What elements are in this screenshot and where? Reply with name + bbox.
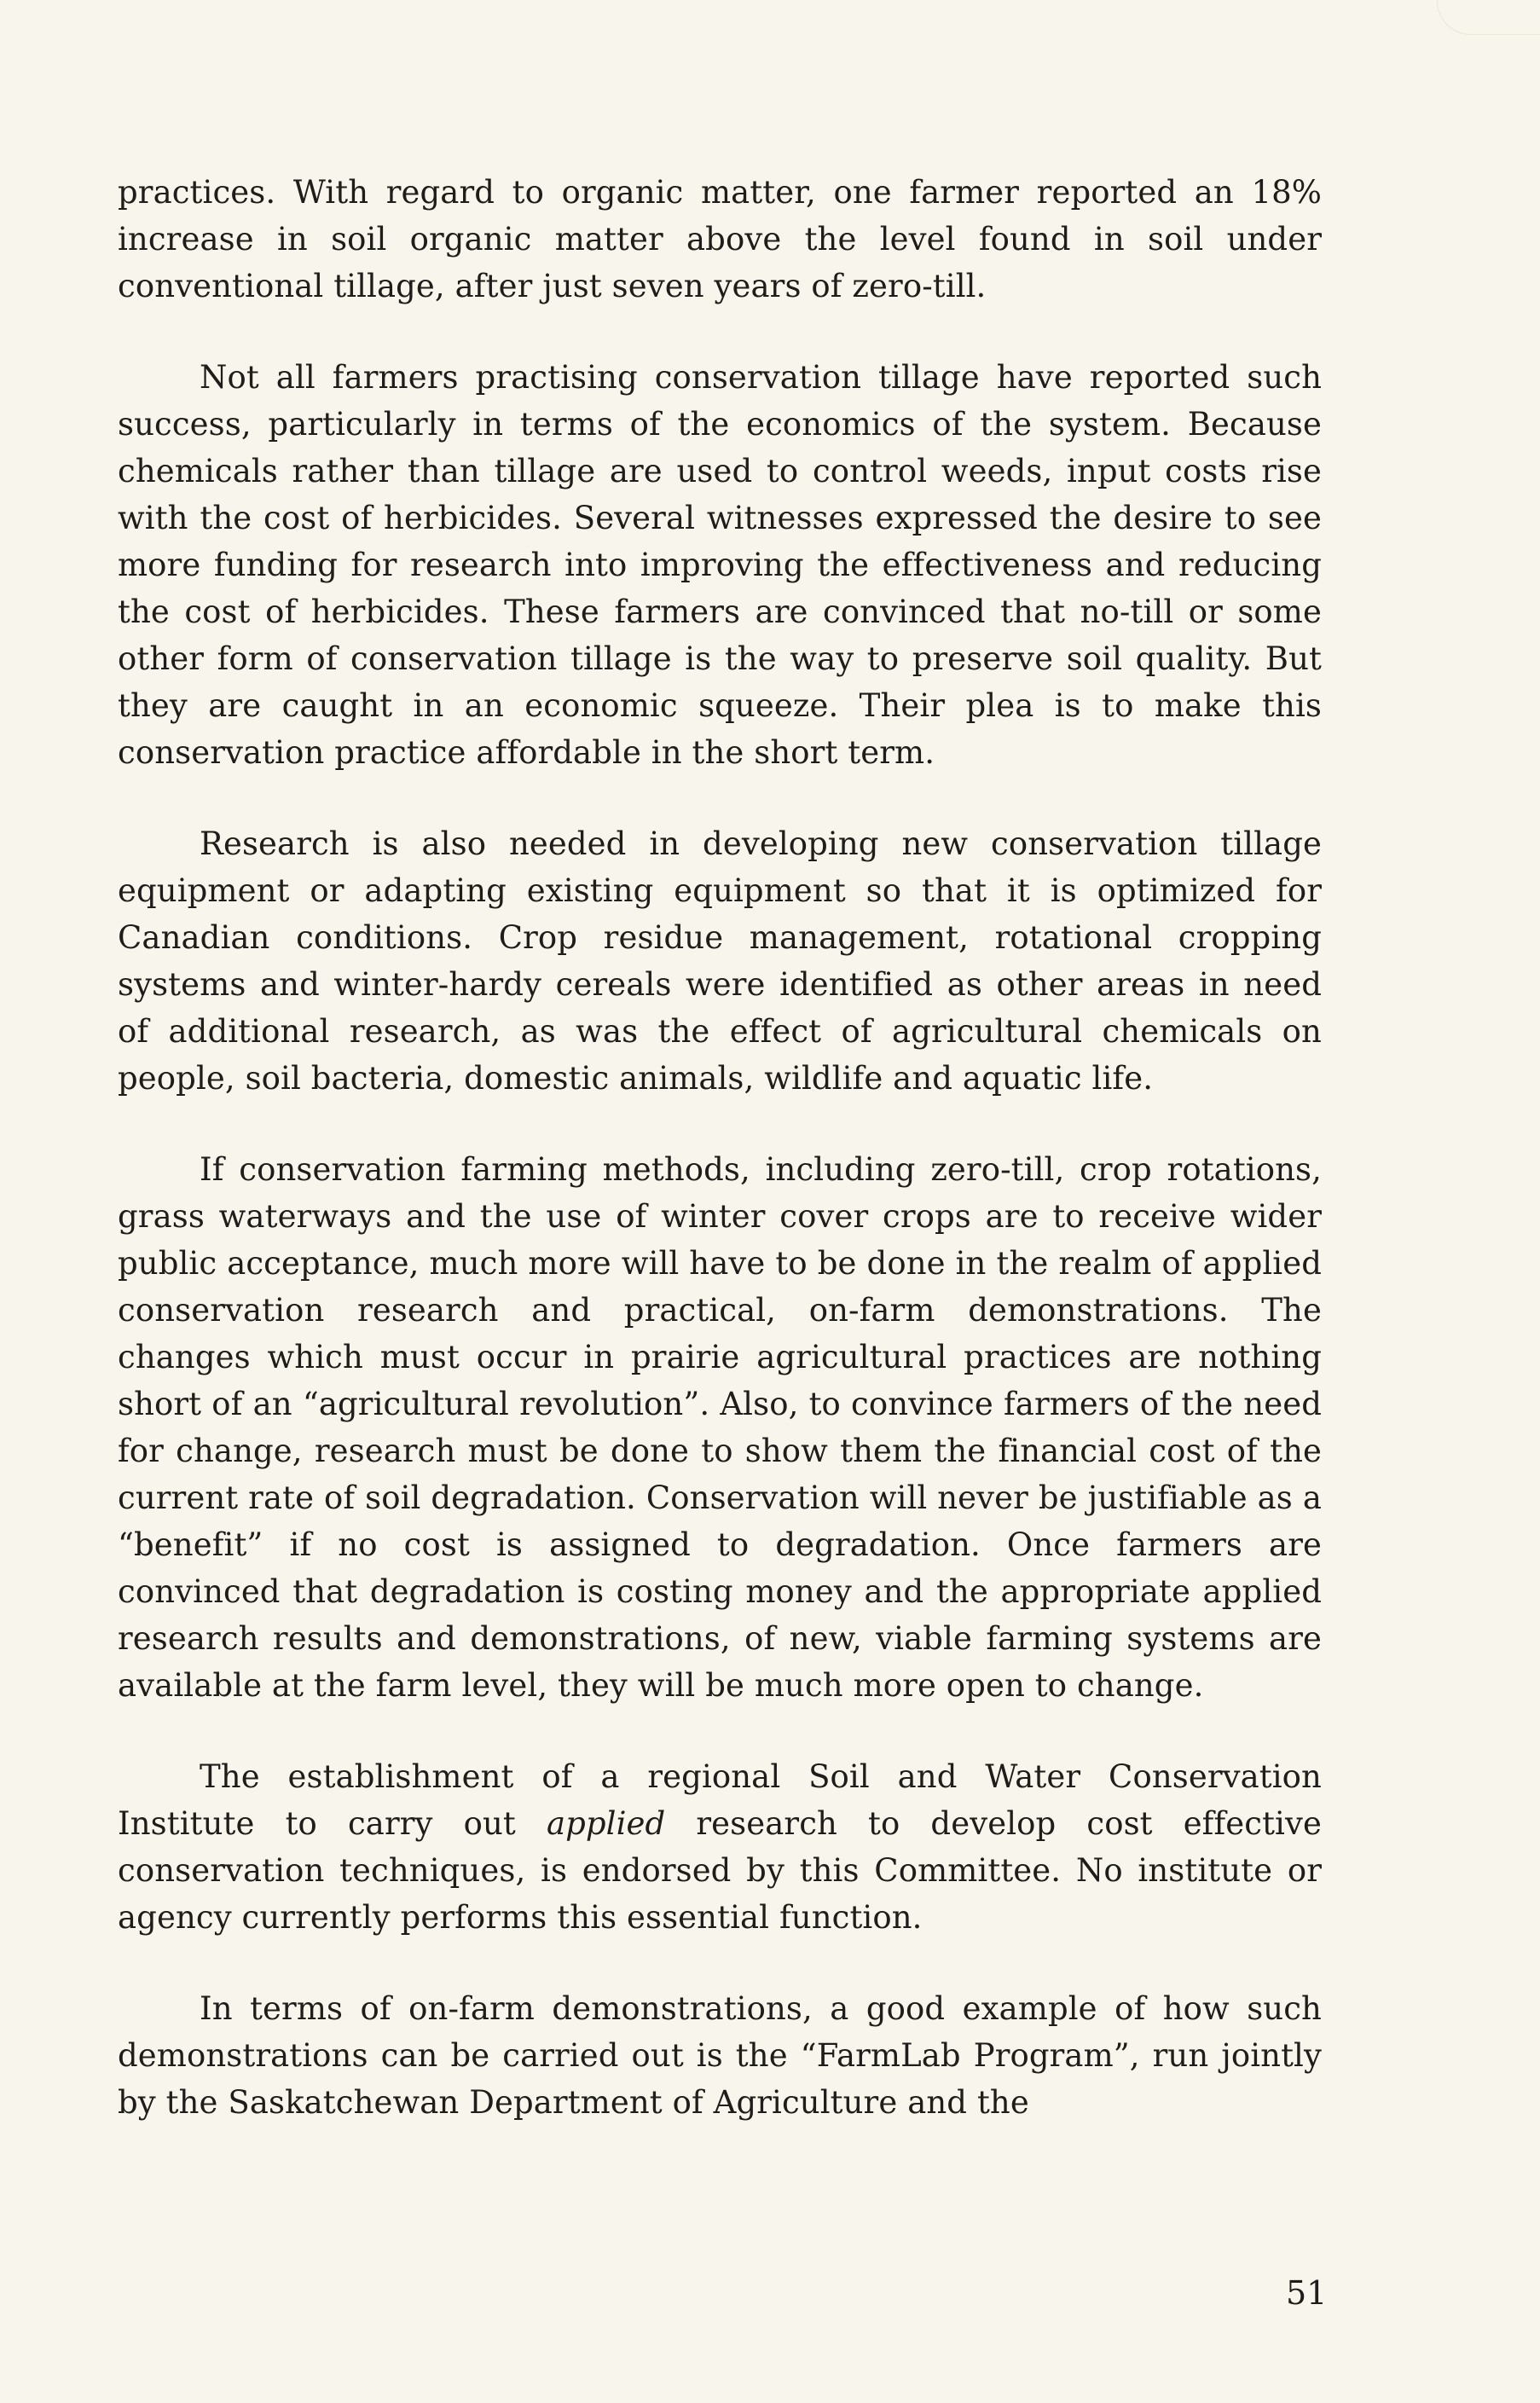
paragraph-5-emphasis: applied (546, 1805, 666, 1842)
page-number: 51 (1286, 2274, 1328, 2312)
paragraph-1: practices. With regard to organic matter, one farmer reported an 18% increase in soil organic matter above the level found in soil under conventional tillage, after just seven years of zero-till. (118, 174, 1322, 304)
body-text (118, 169, 1322, 2170)
paragraph-4: If conservation farming methods, including zero-till, crop rotations, grass waterways and the use of winter cover crops are to receive wider public acceptance, much more will have to be done in the realm of applied conservation research and practical, on-farm demonstrations. The changes which must occur in prairie agricultural practices are nothing short of an “agricultural revolution”. Also, to convince farmers of the need for change, research must be done to show them the financial cost of the current rate of soil degradation. Conservation will never be justifiable as a “benefit” if no cost is assigned to degradation. Once farmers are convinced that degradation is costing money and the appropriate applied research results and demonstrations, of new, viable farming systems are available at the farm level, they will be much more open to change. (118, 1151, 1322, 1704)
paragraph-5-text-after: research to develop cost effective conservation techniques, is endorsed by this Committee. No institute or agency currently performs this essential function. (118, 1805, 1322, 1936)
paragraph-2: Not all farmers practising conservation tillage have reported such success, particularly in terms of the economics of the system. Because chemicals rather than tillage are used to control weeds, input costs rise with the cost of herbicides. Several witnesses expressed the desire to see more funding for research into improving the effectiveness and reducing the cost of herbicides. These farmers are convinced that no-till or some other form of conservation tillage is the way to preserve soil quality. But they are caught in an economic squeeze. Their plea is to make this conservation practice affordable in the short term. (118, 359, 1322, 771)
paragraph-6: In terms of on-farm demonstrations, a good example of how such demonstrations can be carried out is the “FarmLab Program”, run jointly by the Saskatchewan Department of Agriculture and the (118, 1990, 1322, 2121)
page-edge-mark (1437, 0, 1540, 35)
paragraph-5 (118, 1753, 1322, 1941)
paragraph-5-text-before: The establishment of a regional Soil and Water Conservation Institute to carry out (118, 1758, 1322, 1842)
paragraph-3: Research is also needed in developing new conservation tillage equipment or adapting existing equipment so that it is optimized for Canadian conditions. Crop residue management, rotational cropping systems and winter-hardy cereals were identified as other areas in need of additional research, as was the effect of agricultural chemicals on people, soil bacteria, domestic animals, wildlife and aquatic life. (118, 825, 1322, 1097)
